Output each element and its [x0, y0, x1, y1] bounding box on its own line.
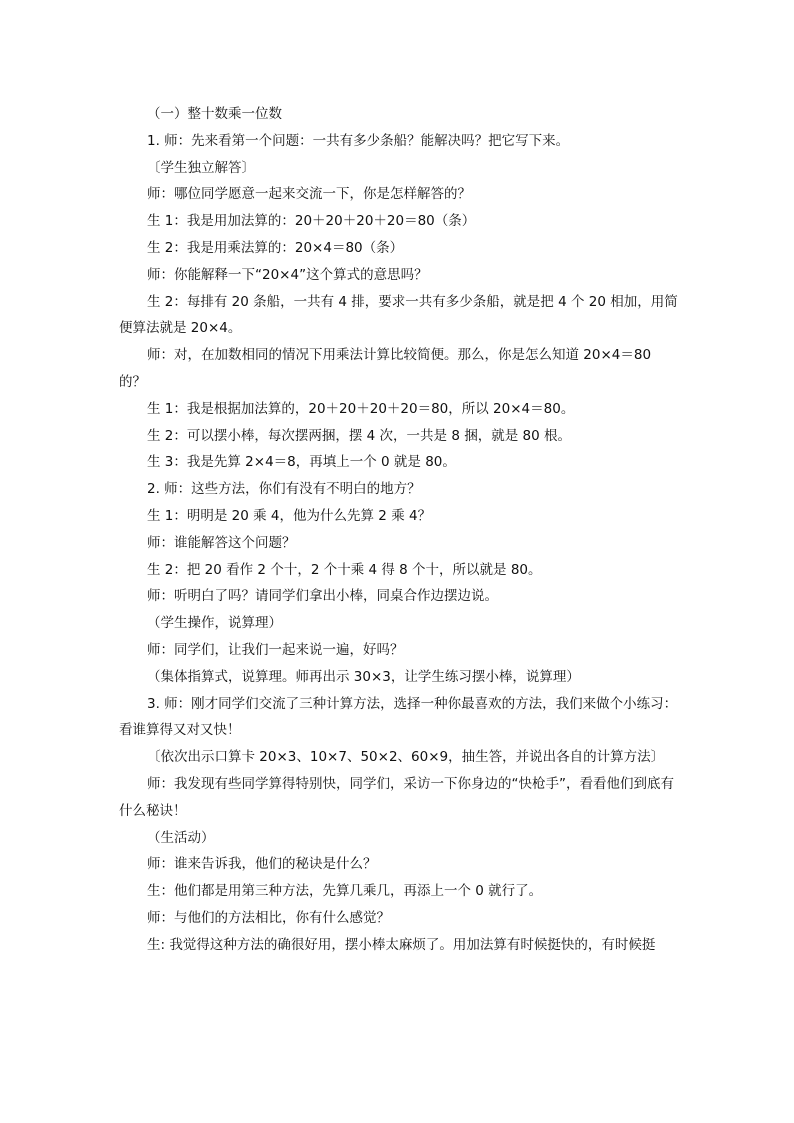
paragraph: 师：同学们，让我们一起来说一遍，好吗？ — [147, 641, 404, 658]
paragraph: 师：谁来告诉我，他们的秘诀是什么？ — [147, 856, 377, 873]
paragraph: 师：对，在加数相同的情况下用乘法计算比较简便。那么，你是怎么知道 20×4＝80 的？ — [119, 347, 652, 390]
paragraph: 生 1：我是根据加法算的，20＋20＋20＋20＝80，所以 20×4＝80。 — [147, 400, 575, 417]
paragraph: 生 1：我是用加法算的：20＋20＋20＋20＝80（条） — [147, 213, 476, 230]
paragraph: 〔依次出示口算卡 20×3、10×7、50×2、60×9，抽生答，并说出各自的计算方法〕 — [147, 749, 665, 766]
paragraph: 师：与他们的方法相比，你有什么感觉？ — [147, 909, 390, 926]
paragraph: （生活动） — [147, 829, 215, 846]
paragraph: 1. 师：先来看第一个问题：一共有多少条船？能解决吗？把它写下来。 — [147, 132, 570, 149]
section-heading: （一）整十数乘一位数 — [147, 106, 282, 122]
paragraph: 师：我发现有些同学算得特别快，同学们，采访一下你身边的“快枪手”，看看他们到底有什么秘诀！ — [119, 775, 674, 819]
paragraph: 师：听明白了吗？请同学们拿出小棒，同桌合作边摆边说。 — [147, 588, 498, 605]
paragraph: 生 2：我是用乘法算的：20×4＝80（条） — [147, 239, 404, 256]
paragraph: 生 2：可以摆小棒，每次摆两捆，摆 4 次，一共是 8 捆，就是 80 根。 — [147, 427, 571, 444]
document-body — [119, 101, 681, 959]
paragraph: 师：哪位同学愿意一起来交流一下，你是怎样解答的？ — [147, 186, 471, 203]
paragraph: 师：你能解释一下“20×4”这个算式的意思吗？ — [147, 266, 428, 283]
paragraph: 生 1：明明是 20 乘 4，他为什么先算 2 乘 4？ — [147, 507, 432, 524]
paragraph: 生：他们都是用第三种方法，先算几乘几，再添上一个 0 就行了。 — [147, 883, 543, 900]
paragraph: 2. 师：这些方法，你们有没有不明白的地方？ — [147, 481, 421, 498]
paragraph: 〔学生独立解答〕 — [147, 159, 255, 176]
paragraph: 生: 我觉得这种方法的确很好用，摆小棒太麻烦了。用加法算有时候挺快的，有时候挺 — [147, 936, 656, 953]
paragraph: 生 2：把 20 看作 2 个十，2 个十乘 4 得 8 个十，所以就是 80。 — [147, 561, 542, 578]
paragraph: （集体指算式，说算理。师再出示 30×3，让学生练习摆小棒，说算理） — [147, 668, 580, 685]
paragraph: 生 3：我是先算 2×4＝8，再填上一个 0 就是 80。 — [147, 454, 456, 471]
paragraph: 3. 师：刚才同学们交流了三种计算方法，选择一种你最喜欢的方法，我们来做个小练习：看谁算得又对又快！ — [119, 695, 678, 739]
paragraph: （学生操作，说算理） — [147, 615, 282, 632]
paragraph: 生 2：每排有 20 条船，一共有 4 排，要求一共有多少条船，就是把 4 个 20 相加，用简便算法就是 20×4。 — [119, 293, 678, 337]
paragraph: 师：谁能解答这个问题？ — [147, 534, 296, 551]
